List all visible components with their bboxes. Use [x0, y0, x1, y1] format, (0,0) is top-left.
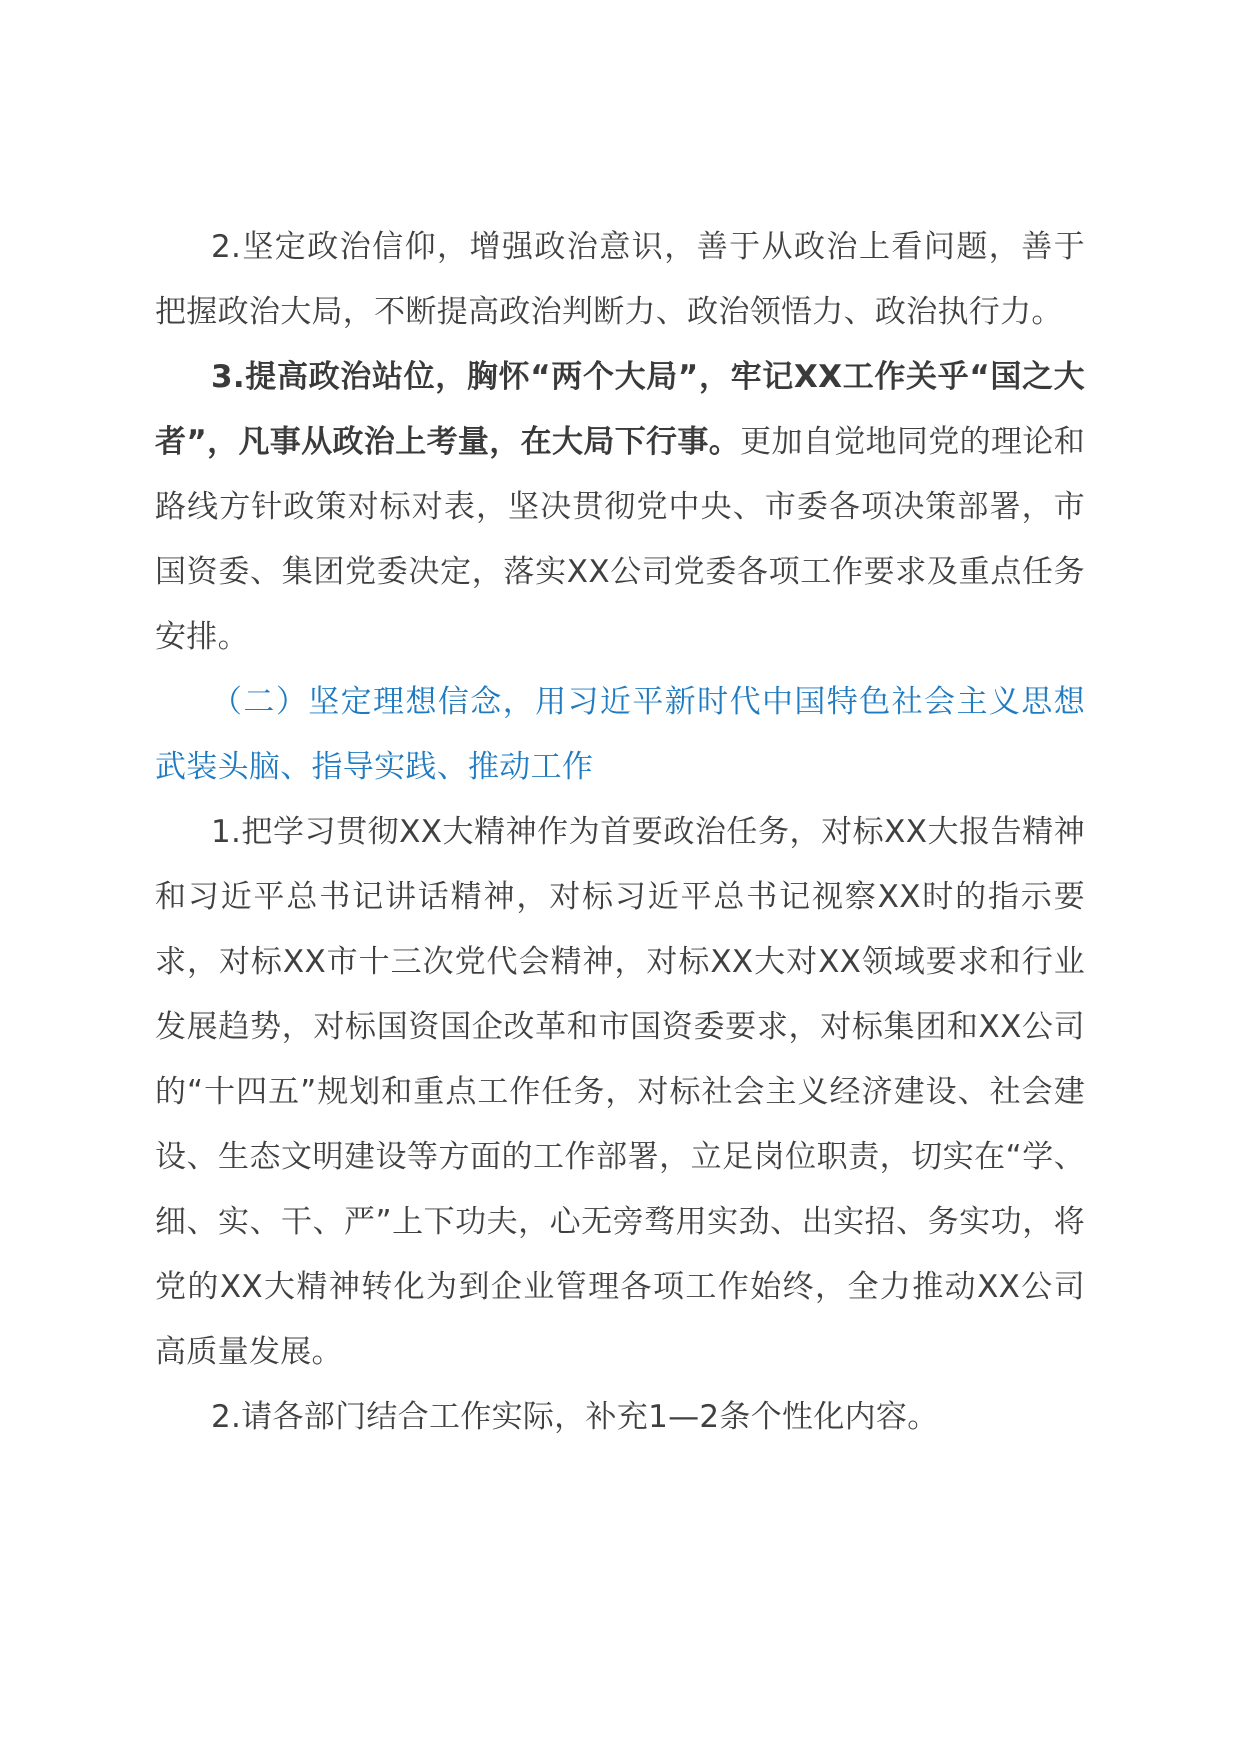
paragraph-bold-lead: 3.提高政治站位，胸怀“两个大局”，牢记XX工作关乎“国之大者”，凡事从政治上考量，在大局下行事。 — [155, 359, 1085, 460]
paragraph-study-spirit — [155, 800, 1085, 1385]
section-heading-text: （二）坚定理想信念，用习近平新时代中国特色社会主义思想武装头脑、指导实践、推动工作 — [155, 684, 1085, 785]
section-heading-ideals — [155, 670, 1085, 800]
paragraph-text: 2.坚定政治信仰，增强政治意识，善于从政治上看问题，善于把握政治大局，不断提高政治判断力、政治领悟力、政治执行力。 — [155, 229, 1085, 330]
document-page — [155, 215, 1085, 1450]
paragraph-political-standing — [155, 345, 1085, 670]
paragraph-text: 2.请各部门结合工作实际，补充1—2条个性化内容。 — [211, 1399, 939, 1435]
paragraph-political-belief — [155, 215, 1085, 345]
paragraph-text: 1.把学习贯彻XX大精神作为首要政治任务，对标XX大报告精神和习近平总书记讲话精神，对标习近平总书记视察XX时的指示要求，对标XX市十三次党代会精神，对标XX大对XX领域要求和行业发展趋势，对标国资国企改革和市国资委要求，对标集团和XX公司的“十四五”规划和重点工作任务，对标社会主义经济建设、社会建设、生态文明建设等方面的工作部署，立足岗位职责，切实在“学、细、实、干、严”上下功夫，心无旁骛用实劲、出实招、务实功，将党的XX大精神转化为到企业管理各项工作始终，全力推动XX公司高质量发展。 — [155, 814, 1085, 1370]
paragraph-text: 更加自觉地同党的理论和路线方针政策对标对表，坚决贯彻党中央、市委各项决策部署，市国资委、集团党委决定，落实XX公司党委各项工作要求及重点任务安排。 — [155, 424, 1085, 655]
paragraph-department-supplement — [155, 1385, 1085, 1450]
